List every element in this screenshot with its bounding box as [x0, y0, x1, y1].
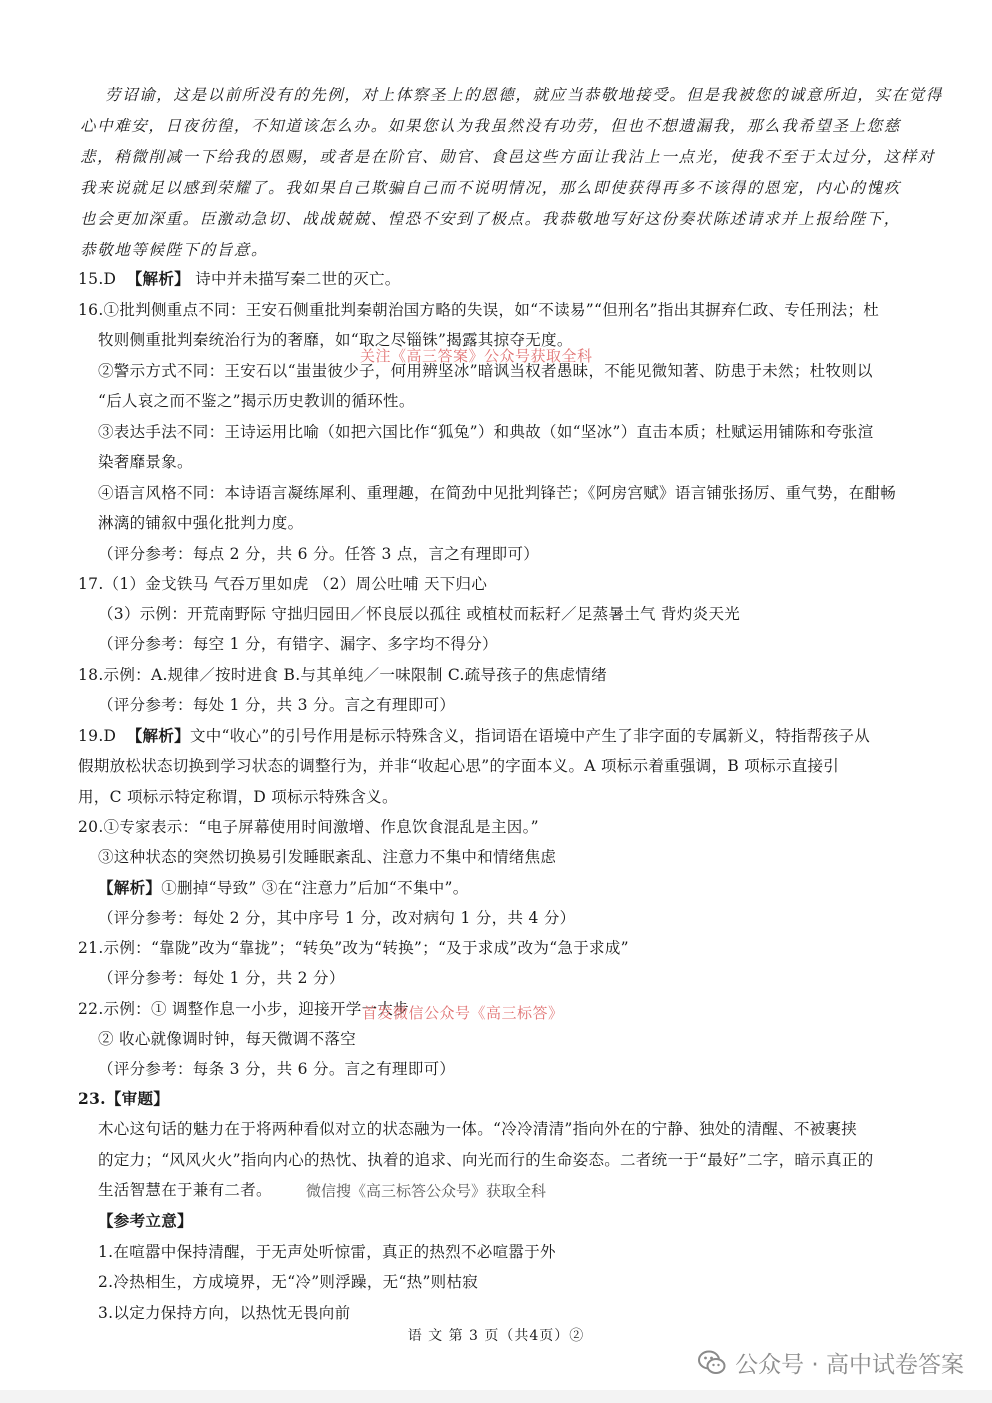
- q15-text: 诗中并未描写秦二世的灭亡。: [195, 270, 401, 288]
- wechat-icon: [697, 1348, 727, 1378]
- q15-line: [78, 268, 401, 290]
- translation-line-3: 悲，稍微削减一下给我的恩赐，或者是在阶官、勋官、食邑这些方面让我沾上一点光，使我不至于太过分，这样对: [80, 148, 936, 166]
- q20-line-2: ③这种状态的突然切换易引发睡眠紊乱、注意力不集中和情绪焦虑: [98, 848, 557, 866]
- watermark-3: 微信搜《高三标答公众号》获取全科: [306, 1182, 547, 1200]
- q19-line-1: [78, 725, 870, 747]
- q16-line-2: 牧则侧重批判秦统治行为的奢靡，如“取之尽锱铢”揭露其掠夺无度。: [98, 331, 573, 349]
- page-footer: 语 文 第 3 页（共4页）②: [407, 1328, 585, 1344]
- brand-badge: [697, 1346, 964, 1379]
- q18-line-1: 18.示例：A.规律／按时进食 B.与其单纯／一味限制 C.疏导孩子的焦虑情绪: [78, 666, 607, 684]
- q17-line-2: （3）示例：开荒南野际 守拙归园田／怀良辰以孤往 或植杖而耘耔／足蒸暑土气 背灼炎天光: [98, 605, 741, 623]
- q17-score: （评分参考：每空 1 分，有错字、漏字、多字均不得分）: [98, 635, 498, 653]
- q16-line-8: 淋漓的铺叙中强化批判力度。: [98, 514, 304, 532]
- q16-line-4: “后人哀之而不鉴之”揭示历史教训的循环性。: [98, 392, 415, 410]
- q20-line-1: 20.①专家表示：“电子屏幕使用时间激增、作息饮食混乱是主因。”: [78, 818, 539, 836]
- q16-line-3: ②警示方式不同：王安石以“蚩蚩彼少子，何用辨坚冰”暗讽当权者愚昧，不能见微知著、防患于未然；杜牧则以: [98, 362, 873, 380]
- bottom-band: [0, 1390, 992, 1403]
- q20-line-3: [98, 877, 469, 899]
- translation-line-2: 心中难安，日夜彷徨，不知道该怎么办。如果您认为我虽然没有功劳，但也不想遗漏我，那么我希望圣上您慈: [80, 117, 901, 135]
- watermark-2: 首发微信公众号《高三标答》: [362, 1004, 564, 1022]
- q23-ref-heading: 【参考立意】: [98, 1211, 193, 1230]
- q16-line-7: ④语言风格不同：本诗语言凝练犀利、重理趣，在简劲中见批判锋芒；《阿房宫赋》语言铺张扬厉、重气势，在酣畅: [98, 484, 897, 502]
- q19-line-2: 假期放松状态切换到学习状态的调整行为，并非“收起心思”的字面本义。A 项标示着重强调，B 项标示直接引: [78, 757, 840, 775]
- q20-score: （评分参考：每处 2 分，其中序号 1 分，改对病句 1 分，共 4 分）: [98, 909, 576, 927]
- q23-line-3: 生活智慧在于兼有二者。: [98, 1181, 272, 1199]
- translation-line-4: 我来说就足以感到荣耀了。我如果自己欺骗自己而不说明情况，那么即使获得再多不该得的恩宠，内心的愧疚: [80, 179, 901, 197]
- q15-analysis-tag: 【解析】: [126, 269, 190, 288]
- q23-heading: 23.【审题】: [78, 1089, 170, 1108]
- q23-idea-1: 1.在喧嚣中保持清醒，于无声处听惊雷，真正的热烈不必喧嚣于外: [98, 1243, 556, 1261]
- q19-text-1: 文中“收心”的引号作用是标示特殊含义，指词语在语境中产生了非字面的专属新义，特指帮孩子从: [189, 727, 871, 745]
- q21-line-1: 21.示例：“靠陇”改为“靠拢”；“转奂”改为“转换”；“及于求成”改为“急于求成”: [78, 939, 629, 957]
- q20-analysis-text: ①删掉“导致” ③在“注意力”后加“不集中”。: [161, 879, 469, 897]
- watermark-1: 关注《高三答案》公众号获取全科: [360, 347, 593, 365]
- q22-line-1: 22.示例：① 调整作息一小步，迎接开学一大步: [78, 1000, 409, 1018]
- translation-line-6: 恭敬地等候陛下的旨意。: [80, 241, 269, 259]
- q22-line-2: ② 收心就像调时钟，每天微调不落空: [98, 1030, 357, 1048]
- translation-line-1: 劳诏谕，这是以前所没有的先例，对上体察圣上的恩德，就应当恭敬地接受。但是我被您的诚意所迫，实在觉得: [105, 86, 943, 104]
- translation-line-5: 也会更加深重。臣激动急切、战战兢兢、惶恐不安到了极点。我恭敬地写好这份奏状陈述请求并上报给陛下，: [80, 210, 901, 228]
- q23-line-2: 的定力；“风风火火”指向内心的热忱、执着的追求、向光而行的生命姿态。二者统一于“最好”二字，暗示真正的: [98, 1151, 874, 1169]
- q15-number: 15.D: [78, 270, 117, 288]
- q17-line-1: 17.（1）金戈铁马 气吞万里如虎 （2）周公吐哺 天下归心: [78, 575, 488, 593]
- q16-score: （评分参考：每点 2 分，共 6 分。任答 3 点，言之有理即可）: [98, 545, 540, 563]
- q23-idea-3: 3.以定力保持方向，以热忱无畏向前: [98, 1304, 351, 1322]
- q18-score: （评分参考：每处 1 分，共 3 分。言之有理即可）: [98, 696, 456, 714]
- q19-number: 19.D: [78, 727, 117, 745]
- q16-line-6: 染奢靡景象。: [98, 453, 193, 471]
- q22-score: （评分参考：每条 3 分，共 6 分。言之有理即可）: [98, 1060, 456, 1078]
- q20-analysis-tag: 【解析】: [98, 878, 162, 897]
- q19-line-3: 用，C 项标示特定称谓，D 项标示特殊含义。: [78, 788, 398, 806]
- q21-score: （评分参考：每处 1 分，共 2 分）: [98, 969, 345, 987]
- q23-idea-2: 2.冷热相生，方成境界，无“冷”则浮躁，无“热”则枯寂: [98, 1273, 479, 1291]
- q16-line-1: 16.①批判侧重点不同：王安石侧重批判秦朝治国方略的失误，如“不读易”“但刑名”指出其摒弃仁政、专任刑法；杜: [78, 301, 880, 319]
- q19-analysis-tag: 【解析】: [126, 726, 190, 745]
- q16-line-5: ③表达手法不同：王诗运用比喻（如把六国比作“狐兔”）和典故（如“坚冰”）直击本质；杜赋运用铺陈和夸张渲: [98, 423, 874, 441]
- q23-line-1: 木心这句话的魅力在于将两种看似对立的状态融为一体。“冷冷清清”指向外在的宁静、独处的清醒、不被裹挟: [98, 1120, 858, 1138]
- brand-text: 公众号 · 高中试卷答案: [735, 1352, 964, 1378]
